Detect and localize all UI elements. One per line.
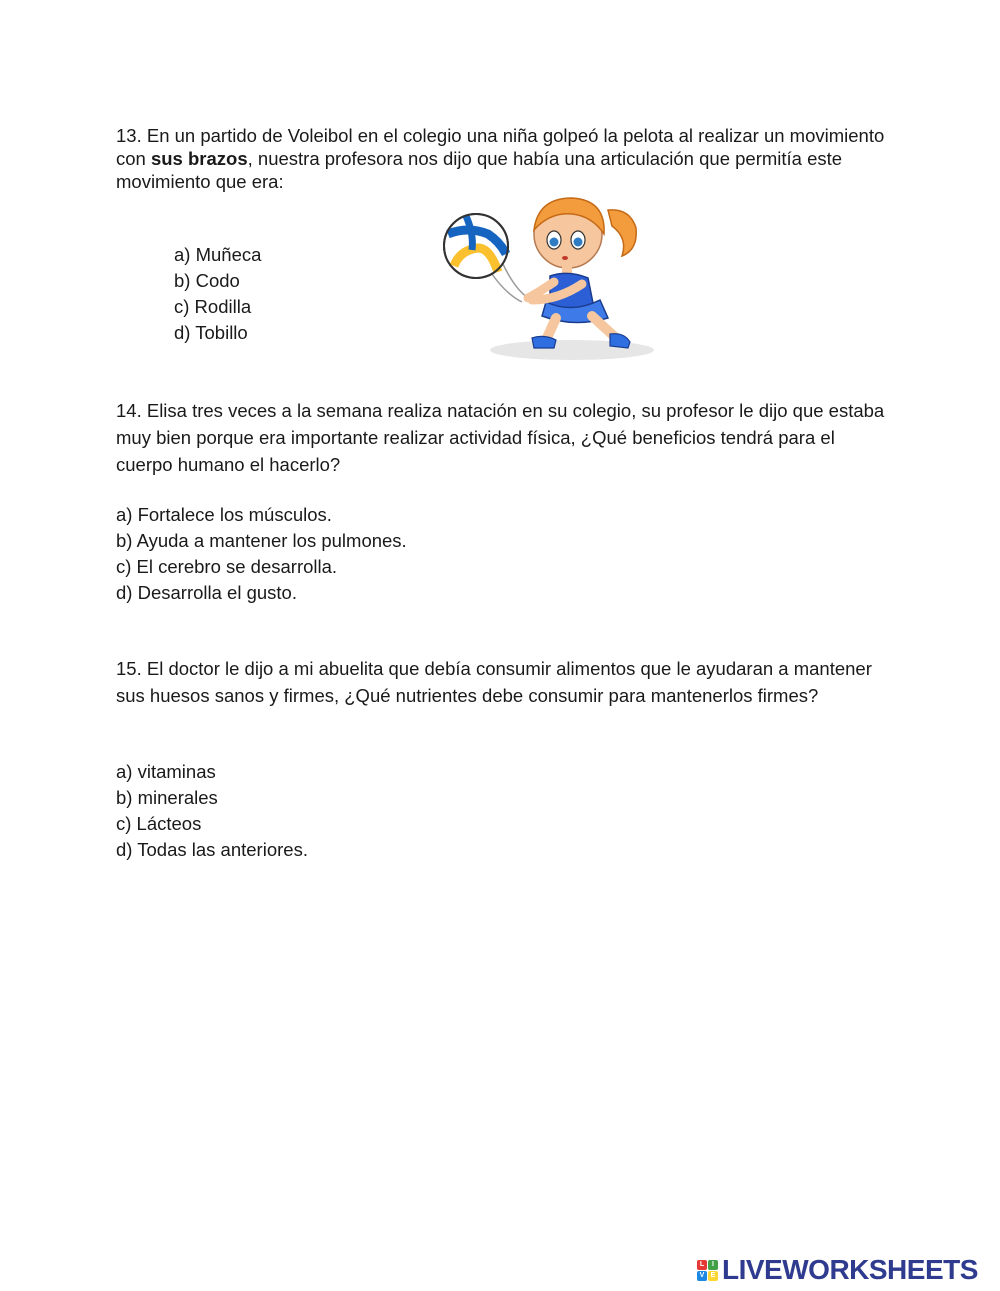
logo-tile-l: L <box>697 1260 707 1270</box>
option-14-a[interactable]: a) Fortalece los músculos. <box>116 504 332 525</box>
option-14-d[interactable]: d) Desarrolla el gusto. <box>116 582 297 603</box>
option-15-c[interactable]: c) Lácteos <box>116 813 202 834</box>
question-13-text-start: 13. En un partido de Voleibol en el colegio una niña golpeó la pelota al realizar un movimiento con <box>116 125 885 169</box>
option-15-b[interactable]: b) minerales <box>116 787 218 808</box>
question-13-text-end: , nuestra profesora nos dijo que había una articulación que permitía este movimiento que era: <box>116 148 843 192</box>
liveworksheets-logo-icon <box>697 1260 718 1281</box>
question-13-options <box>174 242 261 346</box>
option-13-d[interactable]: d) Tobillo <box>174 322 248 343</box>
liveworksheets-brand[interactable] <box>697 1253 978 1287</box>
option-15-a[interactable]: a) vitaminas <box>116 761 216 782</box>
option-13-a[interactable]: a) Muñeca <box>174 244 262 265</box>
logo-tile-v: V <box>697 1271 707 1281</box>
question-13-bold-phrase: sus brazos <box>150 148 248 169</box>
logo-tile-i: I <box>708 1260 718 1270</box>
option-14-c[interactable]: c) El cerebro se desarrolla. <box>116 556 338 577</box>
question-15-options <box>116 759 308 863</box>
option-14-b[interactable]: b) Ayuda a mantener los pulmones. <box>116 530 407 551</box>
logo-tile-e: E <box>708 1271 718 1281</box>
question-15-text: 15. El doctor le dijo a mi abuelita que debía consumir alimentos que le ayudaran a mantener sus huesos sanos y firmes, ¿Qué nutrientes debe consumir para mantenerlos firmes? <box>116 658 872 706</box>
option-13-b[interactable]: b) Codo <box>174 270 240 291</box>
question-13-text <box>116 124 896 193</box>
brand-name: LIVEWORKSHEETS <box>722 1254 978 1285</box>
option-13-c[interactable]: c) Rodilla <box>174 296 252 317</box>
volleyball-girl-icon <box>432 190 662 368</box>
question-14-text: 14. Elisa tres veces a la semana realiza natación en su colegio, su profesor le dijo que estaba muy bien porque era importante realizar actividad física, ¿Qué beneficios tendrá para el cuerpo humano el hacerlo? <box>116 400 885 475</box>
volleyball-icon <box>444 214 508 278</box>
option-15-d[interactable]: d) Todas las anteriores. <box>116 839 308 860</box>
question-14-options <box>116 502 407 606</box>
